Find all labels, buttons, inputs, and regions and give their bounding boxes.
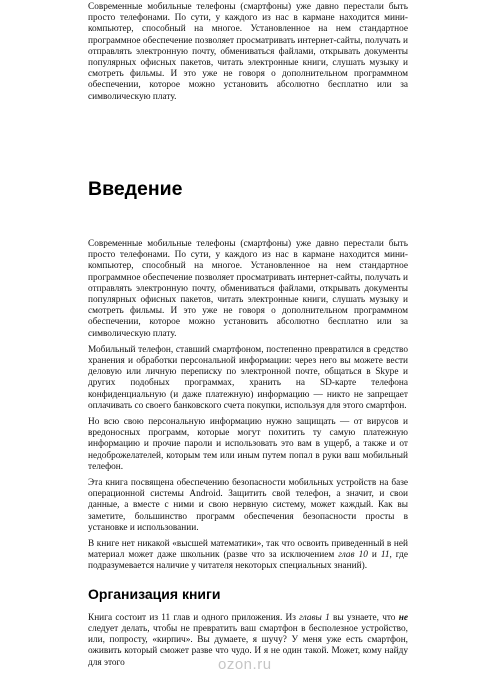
org-text-mid: вы узнаете, что <box>329 612 399 623</box>
section-title: Организация книги <box>88 585 221 602</box>
org-strong-ne: не <box>398 612 409 623</box>
paragraph-1: Современные мобильные телефоны (смартфоны) уже давно перестали быть просто телефонами. По сути, у каждого из нас в кармане находится мини-компьютер, способный на многое. Установленное на нем стандартное программное обеспечение позволяет просматривать интернет-сайты, получать и отправлять электронную почту, обмениваться файлами, открывать документы популярных офисных пакетов, читать электронные книги, слушать музыку и смотреть фильмы. И это уже не говоря о дополнительном программном обеспечении, которое можно установить абсолютно бесплатно или за символическую плату. <box>88 239 408 339</box>
main-body <box>88 239 408 674</box>
org-text-after: следует делать, чтобы не превратить ваш смартфон в бесполезное устройство, или, попросту, «кирпич». Вы думаете, я шучу? У меня уже есть смартфон, оживить который сможет разве что чудо. И я не один такой. Может, кому найду для этого <box>88 623 408 668</box>
org-text-before: Книга состоит из 11 глав и одного приложения. Из <box>88 612 300 623</box>
paragraph-2: Мобильный телефон, ставший смартфоном, постепенно превратился в средство хранения и обработки персональной информации: через него вы можете вести деловую или личную переписку по электронной почте, общаться в Skype и других подобных программах, хранить на SD-карте телефона конфиденциальную (и даже платежную) информацию — никто не запрещает оплачивать со своего банковского счета покупки, используя для этого смартфон. <box>88 344 408 411</box>
paragraph-3: Но всю свою персональную информацию нужно защищать — от вирусов и вредоносных программ, которые могут похитить ту самую платежную информацию и прочие пароли и использовать это вам в ущерб, а также и от недоброжелателей, которым тем или иным путем попал в руки ваш мобильный телефон. <box>88 417 408 472</box>
math-em-chapter-11: 11 <box>380 550 390 561</box>
paragraph-math <box>88 539 408 573</box>
intro-top-text: Современные мобильные телефоны (смартфоны) уже давно перестали быть просто телефонами. По сути, у каждого из нас в кармане находится мини-компьютер, способный на многое. Установленное на нем стандартное программное обеспечение позволяет просматривать интернет-сайты, получать и отправлять электронную почту, обмениваться файлами, открывать документы популярных офисных пакетов, читать электронные книги, слушать музыку и смотреть фильмы. И это уже не говоря о дополнительном программном обеспечении, которое можно установить абсолютно бесплатно или за символическую плату. <box>88 2 408 102</box>
org-em-chapter-1: главы 1 <box>299 612 330 623</box>
watermark: ozon.ru <box>218 656 272 673</box>
math-text-mid: и <box>367 550 381 561</box>
math-text-before: В книге нет никакой «высшей математики», так что освоить приведенный в ней материал может даже школьник (разве что за исключением <box>88 539 408 561</box>
chapter-title: Введение <box>88 178 183 200</box>
math-em-chapter-10: глав 10 <box>338 550 368 561</box>
math-text-after: , где подразумевается наличие у читателя некоторых специальных знаний). <box>88 550 409 572</box>
paragraph-4: Эта книга посвящена обеспечению безопасности мобильных устройств на базе операционной системы Android. Защитить свой телефон, а значит, и свои данные, а вместе с ними и свою нервную систему, может каждый. Как вы заметите, большинство программ обеспечения безопасности просты в установке и использовании. <box>88 478 408 533</box>
